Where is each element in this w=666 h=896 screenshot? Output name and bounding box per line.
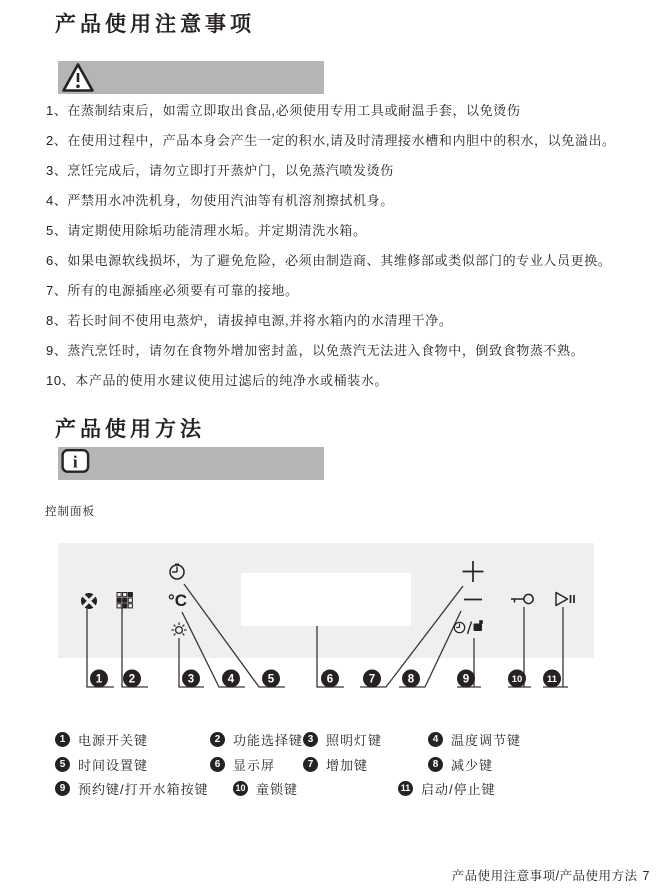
legend-label: 预约键/打开水箱按键 [78, 782, 209, 797]
section1-title: 产品使用注意事项 [55, 13, 255, 36]
info-icon [61, 448, 91, 475]
legend-num: 5 [55, 757, 70, 772]
legend-label: 时间设置键 [78, 758, 149, 773]
precautions-list [46, 96, 624, 396]
callout-7-number: 7 [368, 673, 376, 686]
page-footer [452, 866, 650, 884]
callout-4 [222, 670, 240, 688]
callout-8-number: 8 [407, 673, 415, 686]
callout-8 [402, 670, 420, 688]
legend-num: 3 [303, 732, 318, 747]
legend-num: 2 [210, 732, 225, 747]
legend-item [55, 781, 209, 796]
callouts [90, 670, 561, 688]
callout-1-number: 1 [95, 673, 103, 686]
control-panel-diagram [0, 535, 666, 705]
callout-9 [457, 670, 475, 688]
legend-label: 减少键 [451, 758, 494, 773]
callout-5 [262, 670, 280, 688]
info-glyph: i [72, 452, 78, 472]
precaution-item: 7、所有的电源插座必须要有可靠的接地。 [46, 283, 299, 298]
precaution-item: 10、本产品的使用水建议使用过滤后的纯净水或桶装水。 [46, 373, 389, 388]
warning-triangle-icon [61, 62, 95, 94]
legend-item [210, 757, 275, 772]
power-icon [81, 593, 97, 609]
precaution-item: 6、如果电源软线损坏，为了避免危险，必须由制造商、其维修部或类似部门的专业人员更换。 [46, 253, 612, 268]
callout-10 [508, 670, 526, 688]
precaution-item: 2、在使用过程中，产品本身会产生一定的积水,请及时清理接水槽和内胆中的积水，以免溢出。 [46, 133, 616, 148]
callout-10-number: 10 [511, 674, 523, 685]
legend-item [428, 757, 493, 772]
legend-label: 童锁键 [256, 782, 299, 797]
legend-label: 启动/停止键 [421, 782, 496, 797]
precaution-item: 9、蒸汽烹饪时，请勿在食物外增加密封盖，以免蒸汽无法进入食物中，倒致食物蒸不熟。 [46, 343, 585, 358]
callout-4-number: 4 [227, 673, 235, 686]
section2-title: 产品使用方法 [55, 418, 205, 441]
legend-label: 温度调节键 [451, 733, 522, 748]
precaution-item: 5、请定期使用除垢功能清理水垢。并定期清洗水箱。 [46, 223, 367, 238]
info-banner [58, 447, 324, 480]
legend-num: 11 [398, 781, 413, 796]
callout-3 [182, 670, 200, 688]
legend-num: 1 [55, 732, 70, 747]
legend-label: 显示屏 [233, 758, 276, 773]
callout-11-number: 11 [546, 674, 558, 685]
legend-num: 10 [233, 781, 248, 796]
control-panel-label: 控制面板 [45, 506, 95, 518]
display-screen [241, 573, 411, 626]
legend-item [428, 732, 521, 747]
page-number: 7 [642, 869, 650, 883]
legend-label: 照明灯键 [326, 733, 383, 748]
callout-2 [123, 670, 141, 688]
temperature-icon: °C [168, 591, 188, 610]
legend-num: 7 [303, 757, 318, 772]
legend-num: 6 [210, 757, 225, 772]
callout-7 [363, 670, 381, 688]
precaution-item: 1、在蒸制结束后，如需立即取出食品,必须使用专用工具或耐温手套，以免烫伤 [46, 103, 521, 118]
legend-label: 增加键 [326, 758, 369, 773]
legend-num: 8 [428, 757, 443, 772]
legend-item [233, 781, 298, 796]
legend-num: 9 [55, 781, 70, 796]
legend-item [55, 757, 148, 772]
callout-6-number: 6 [326, 673, 334, 686]
precaution-item: 8、若长时间不使用电蒸炉，请拔掉电源,并将水箱内的水清理干净。 [46, 313, 453, 328]
footer-text: 产品使用注意事项/产品使用方法 [451, 869, 638, 883]
legend-item [398, 781, 496, 796]
warning-banner [58, 61, 324, 94]
legend-item [303, 757, 368, 772]
callout-6 [321, 670, 339, 688]
legend-num: 4 [428, 732, 443, 747]
precaution-item: 4、严禁用水冲洗机身，勿使用汽油等有机溶剂擦拭机身。 [46, 193, 394, 208]
callout-1 [90, 670, 108, 688]
callout-3-number: 3 [187, 673, 195, 686]
callout-2-number: 2 [128, 673, 136, 686]
legend-item [210, 732, 303, 747]
legend-label: 电源开关键 [78, 733, 149, 748]
callout-5-number: 5 [267, 673, 275, 686]
legend-item [303, 732, 382, 747]
precaution-item: 3、烹饪完成后，请勿立即打开蒸炉门，以免蒸汽喷发烫伤 [46, 163, 394, 178]
legend-item [55, 732, 148, 747]
callout-9-number: 9 [462, 673, 470, 686]
callout-11 [543, 670, 561, 688]
legend-label: 功能选择键 [233, 733, 304, 748]
